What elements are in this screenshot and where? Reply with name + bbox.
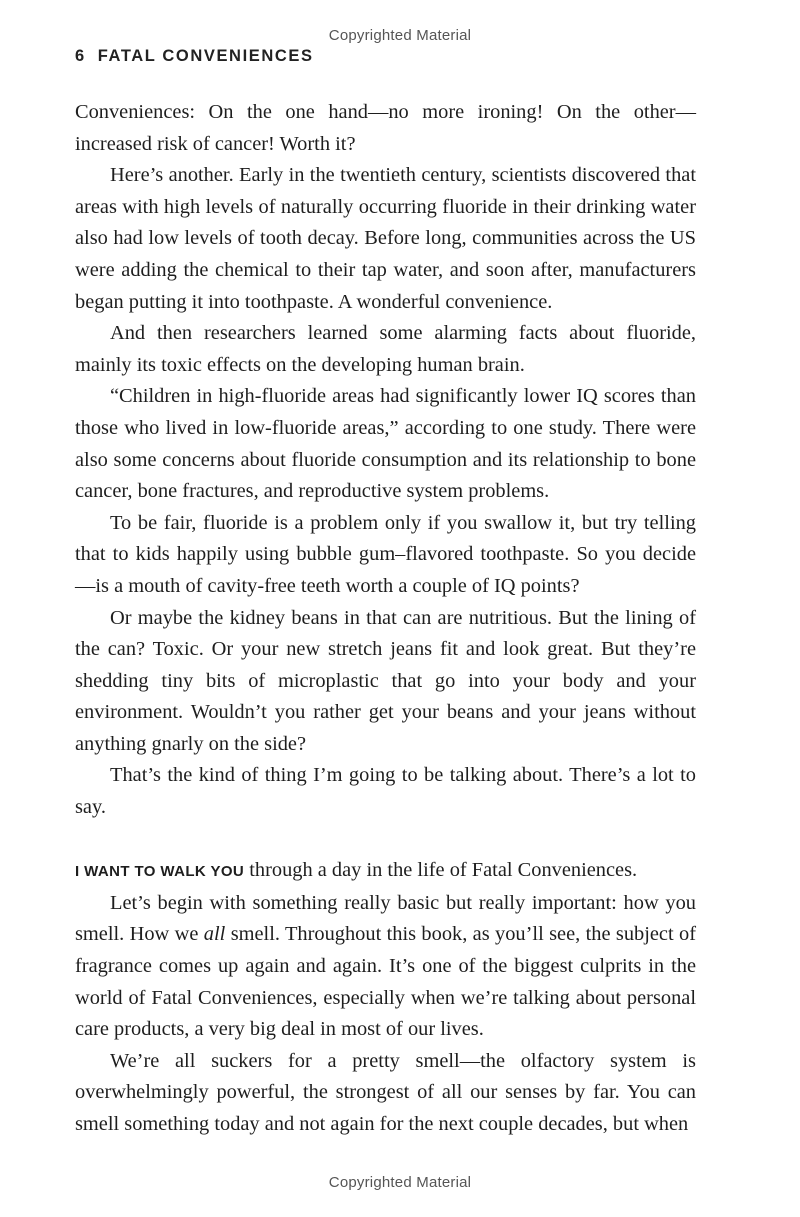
paragraph: Conveniences: On the one hand—no more ironing! On the other—increased risk of cancer! Worth it? (75, 101, 696, 155)
emphasis-text: all (203, 923, 226, 946)
page-number: 6 (75, 47, 86, 65)
paragraph: Or maybe the kidney beans in that can are nutritious. But the lining of the can? Toxic. Or your new stretch jeans fit and look great. But they’re shedding tiny bits of microplastic that go into your body and your environment. Wouldn’t you rather get your beans and your jeans without anything gnarly on the side? (75, 606, 696, 755)
paragraph: That’s the kind of thing I’m going to be talking about. There’s a lot to say. (75, 764, 696, 819)
watermark-bottom: Copyrighted Material (328, 1174, 472, 1191)
body-text (75, 97, 696, 1141)
section-lead-in: I WANT TO WALK YOU (75, 863, 245, 881)
paragraph-text: Let’s begin with something really basic but really important: how you smell. How we (75, 891, 696, 946)
paragraph (75, 888, 696, 1046)
section-lead-text: through a day in the life of Fatal Conveniences. (244, 859, 638, 882)
paragraph: “Children in high-fluoride areas had significantly lower IQ scores than those who lived in low-fluoride areas,” according to one study. There were also some concerns about fluoride consumption and its relationship to bone cancer, bone fractures, and reproductive system problems. (75, 385, 696, 503)
running-title: FATAL CONVENIENCES (97, 47, 314, 65)
paragraph: We’re all suckers for a pretty smell—the olfactory system is overwhelmingly powerful, the strongest of all our senses by far. You can smell something today and not again for the next couple decades, but when (75, 1049, 696, 1135)
running-header (75, 47, 314, 66)
paragraph: Here’s another. Early in the twentieth century, scientists discovered that areas with high levels of naturally occurring fluoride in their drinking water also had low levels of tooth decay. Before long, communities across the US were adding the chemical to their tap water, and soon after, manufacturers began putting it into toothpaste. A wonderful convenience. (75, 164, 696, 313)
watermark-top: Copyrighted Material (328, 27, 472, 44)
paragraph: And then researchers learned some alarming facts about fluoride, mainly its toxic effects on the developing human brain. (75, 322, 696, 376)
paragraph-text: smell. Throughout this book, as you’ll see, the subject of fragrance comes up again and again. It’s one of the biggest culprits in the world of Fatal Conveniences, especially when we’re talking about personal care products, a very big deal in most of our lives. (75, 923, 696, 1041)
paragraph: To be fair, fluoride is a problem only if you swallow it, but try telling that to kids happily using bubble gum–flavored toothpaste. So you decide—is a mouth of cavity-free teeth worth a couple of IQ points? (75, 511, 696, 597)
section-opening-paragraph (75, 855, 696, 888)
